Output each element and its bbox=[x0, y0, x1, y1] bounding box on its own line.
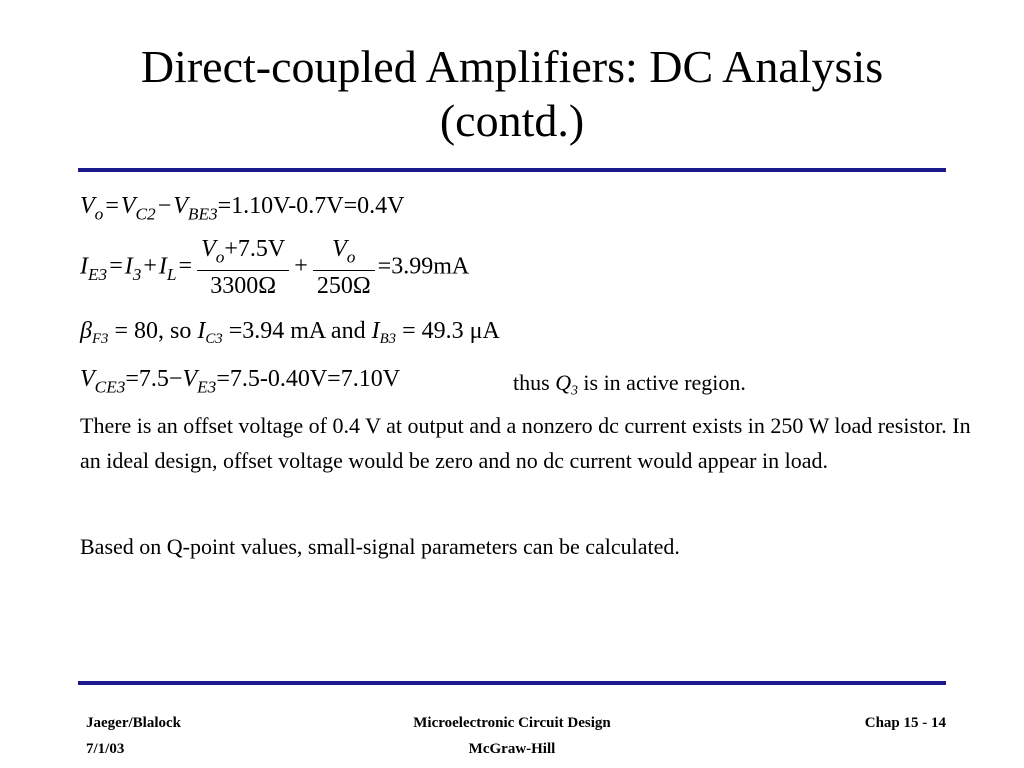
equation-vce3 bbox=[80, 366, 400, 398]
var-v: V bbox=[80, 193, 95, 219]
sub-o: o bbox=[94, 204, 104, 224]
eq3-text-b: =3.94 mA and bbox=[222, 318, 372, 344]
sub-f3: F3 bbox=[91, 330, 109, 347]
eq2-result: =3.99mA bbox=[377, 253, 470, 280]
var-i: I bbox=[158, 253, 167, 280]
title-line-2: (contd.) bbox=[439, 95, 585, 146]
eq3-text-c: = 49.3 μA bbox=[396, 318, 500, 344]
active-region-note bbox=[513, 370, 746, 398]
eq1-result: =1.10V-0.7V=0.4V bbox=[217, 193, 405, 219]
sub-c2: C2 bbox=[135, 204, 156, 224]
footer-left bbox=[86, 710, 181, 762]
equation-vo bbox=[80, 193, 405, 225]
footer-date: 7/1/03 bbox=[86, 741, 125, 757]
footer-book: Microelectronic Circuit Design bbox=[413, 715, 611, 731]
footer-right bbox=[865, 710, 946, 736]
eq4-result: =7.5-0.40V=7.10V bbox=[216, 366, 401, 392]
fraction-1-numerator bbox=[197, 236, 289, 271]
equals-sign: = bbox=[178, 253, 193, 280]
eq3-text-a: = 80, so bbox=[108, 318, 198, 344]
var-i: I bbox=[80, 253, 88, 280]
sub-l: L bbox=[166, 264, 177, 284]
var-i: I bbox=[197, 318, 206, 344]
sub-3: 3 bbox=[132, 264, 142, 284]
equals-sign: = bbox=[109, 253, 123, 280]
footer-center bbox=[312, 710, 712, 762]
eq4-mid: =7.5− bbox=[125, 366, 183, 392]
slide-title bbox=[60, 40, 964, 148]
sub-be3: BE3 bbox=[187, 204, 218, 224]
equation-ie3 bbox=[80, 236, 469, 300]
sub-ce3: CE3 bbox=[94, 377, 126, 397]
sub-3: 3 bbox=[571, 382, 578, 398]
var-v: V bbox=[182, 366, 198, 392]
var-v: V bbox=[173, 193, 188, 219]
sub-o: o bbox=[215, 247, 225, 267]
fraction-1-denominator: 3300Ω bbox=[210, 272, 277, 299]
equals-sign: = bbox=[105, 193, 119, 219]
numerator-rest: +7.5V bbox=[224, 236, 286, 262]
footer-publisher: McGraw-Hill bbox=[468, 741, 556, 757]
fraction-2 bbox=[313, 236, 375, 300]
fraction-2-numerator bbox=[313, 236, 375, 271]
offset-paragraph: There is an offset voltage of 0.4 V at output and a nonzero dc current exists in 250 W load resistor. In an ideal design, offset voltage would be zero and no dc current would appear in load. bbox=[80, 413, 971, 473]
sub-e3: E3 bbox=[197, 377, 217, 397]
sub-o: o bbox=[346, 247, 356, 267]
top-divider bbox=[78, 168, 946, 172]
var-q: Q bbox=[555, 370, 572, 395]
footer-chapter: Chap 15 - 14 bbox=[864, 715, 946, 731]
var-i: I bbox=[371, 318, 380, 344]
minus-sign: − bbox=[157, 193, 172, 219]
fraction-2-denominator: 250Ω bbox=[316, 272, 371, 299]
fraction-1 bbox=[197, 236, 289, 300]
equation-beta bbox=[80, 318, 500, 348]
var-v: V bbox=[80, 366, 95, 392]
var-v: V bbox=[120, 193, 136, 219]
var-i: I bbox=[124, 253, 133, 280]
sub-b3: B3 bbox=[379, 330, 397, 347]
qpoint-paragraph: Based on Q-point values, small-signal parameters can be calculated. bbox=[80, 534, 680, 559]
footer-authors: Jaeger/Blalock bbox=[86, 715, 181, 731]
sub-c3: C3 bbox=[205, 330, 223, 347]
sub-e3: E3 bbox=[88, 264, 108, 284]
var-v: V bbox=[201, 236, 216, 262]
beta-symbol: β bbox=[80, 318, 92, 344]
var-v: V bbox=[332, 236, 347, 262]
plus-sign: + bbox=[294, 253, 308, 280]
thus-text: thus bbox=[513, 370, 556, 395]
title-line-1: Direct-coupled Amplifiers: DC Analysis bbox=[140, 41, 884, 92]
plus-sign: + bbox=[143, 253, 157, 280]
bottom-divider bbox=[78, 681, 946, 685]
thus-rest: is in active region. bbox=[577, 370, 746, 395]
